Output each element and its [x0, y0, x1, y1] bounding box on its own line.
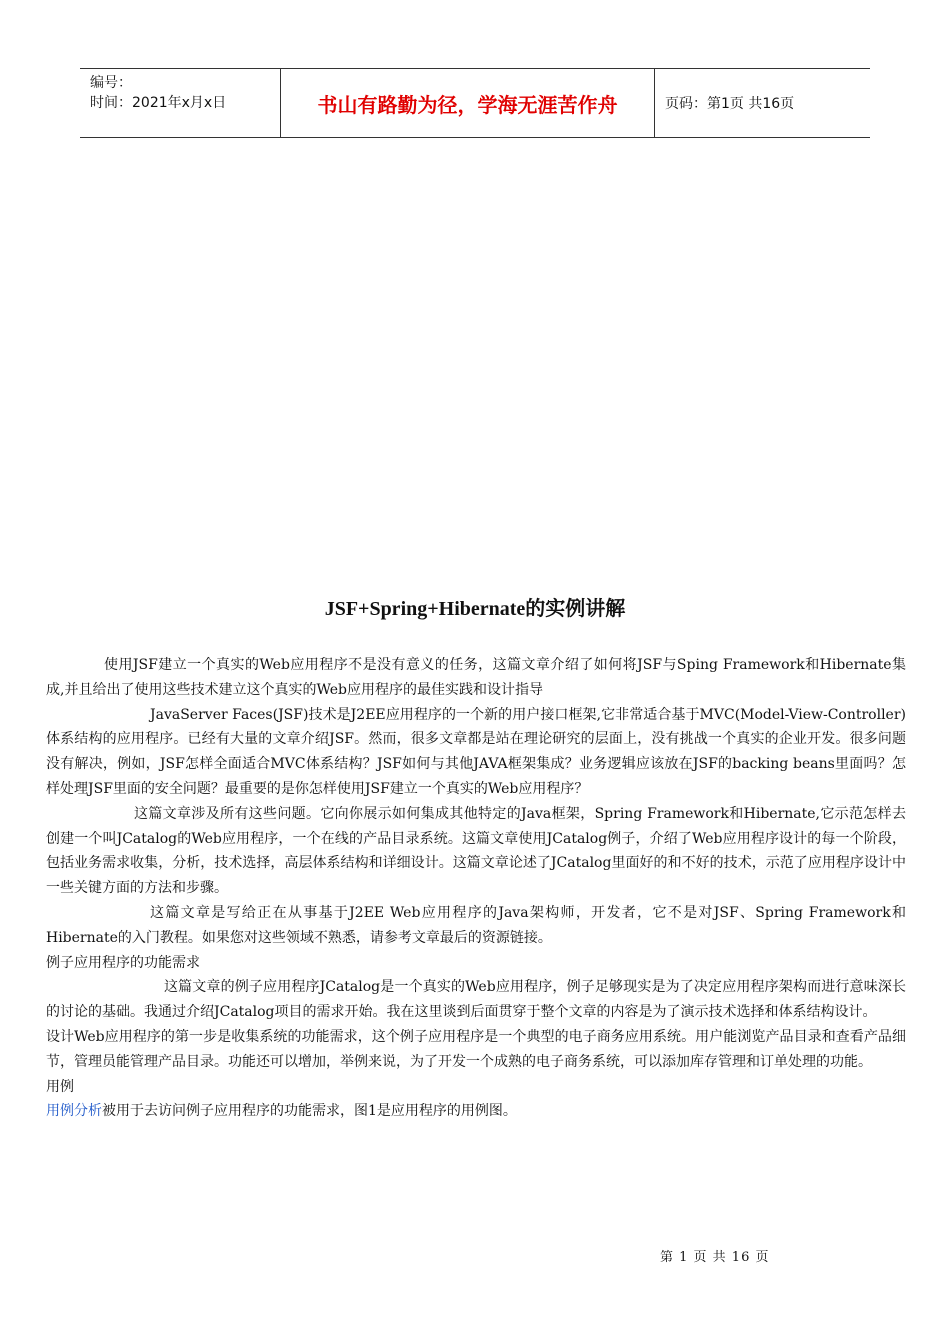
time-line: 时间：2021年x月x日: [90, 95, 227, 111]
document-header: [80, 68, 870, 138]
page-info: 页码：第1页 共16页: [665, 96, 795, 112]
paragraph-use-case-analysis: [46, 1099, 906, 1124]
paragraph-functional-requirements: 设计Web应用程序的第一步是收集系统的功能需求，这个例子应用程序是一个典型的电子商务应用系统。用户能浏览产品目录和查看产品细节，管理员能管理产品目录。功能还可以增加，举例来说，为了开发一个成熟的电子商务系统，可以添加库存管理和订单处理的功能。: [46, 1028, 906, 1070]
header-motto-cell: [281, 69, 655, 137]
motto-text: 书山有路勤为径，学海无涯苦作舟: [317, 92, 618, 117]
paragraph-audience: 这篇文章是写给正在从事基于J2EE Web应用程序的Java架构师，开发者，它不是对JSF、Spring Framework和Hibernate的入门教程。如果您对这些领域不熟悉，请参考文章最后的资源链接。: [46, 904, 906, 946]
paragraph-scope: 这篇文章涉及所有这些问题。它向你展示如何集成其他特定的Java框架，Spring Framework和Hibernate,它示范怎样去创建一个叫JCatalog的Web应用程序，一个在线的产品目录系统。这篇文章使用JCatalog例子，介绍了Web应用程序设计的每一个阶段，包括业务需求收集，分析，技术选择，高层体系结构和详细设计。这篇文章论述了JCatalog里面好的和不好的技术，示范了应用程序设计中一些关键方面的方法和步骤。: [46, 805, 906, 897]
document-title: JSF+Spring+Hibernate的实例讲解: [324, 598, 626, 620]
code-label: 编号：: [90, 75, 132, 91]
header-page-cell: [655, 69, 870, 137]
document-body: [46, 653, 906, 1124]
section-heading-requirements: 例子应用程序的功能需求: [46, 954, 200, 971]
paragraph-example-app: 这篇文章的例子应用程序JCatalog是一个真实的Web应用程序，例子足够现实是为了决定应用程序架构而进行意味深长的讨论的基础。我通过介绍JCatalog项目的需求开始。我在这里谈到后面贯穿于整个文章的内容是为了演示技术选择和体系结构设计。: [46, 979, 906, 1021]
header-meta-cell: [80, 69, 281, 137]
use-case-analysis-link[interactable]: 用例分析: [46, 1103, 102, 1120]
paragraph-jsf-overview: JavaServer Faces(JSF)技术是J2EE应用程序的一个新的用户接口框架,它非常适合基于MVC(Model-View-Controller)体系结构的应用程序。已经有大量的文章介绍JSF。然而，很多文章都是站在理论研究的层面上，没有挑战一个真实的企业开发。很多问题没有解决，例如，JSF怎样全面适合MVC体系结构？JSF如何与其他JAVA框架集成？业务逻辑应该放在JSF的backing beans里面吗？怎样处理JSF里面的安全问题？最重要的是你怎样使用JSF建立一个真实的Web应用程序？: [46, 706, 906, 797]
use-case-analysis-text: 被用于去访问例子应用程序的功能需求，图1是应用程序的用例图。: [102, 1103, 517, 1120]
section-heading-use-cases: 用例: [46, 1078, 74, 1095]
page-footer: 第 1 页 共 16 页: [660, 1250, 770, 1265]
paragraph-intro: 使用JSF建立一个真实的Web应用程序不是没有意义的任务，这篇文章介绍了如何将JSF与Sping Framework和Hibernate集成,并且给出了使用这些技术建立这个真实的Web应用程序的最佳实践和设计指导: [46, 657, 906, 698]
